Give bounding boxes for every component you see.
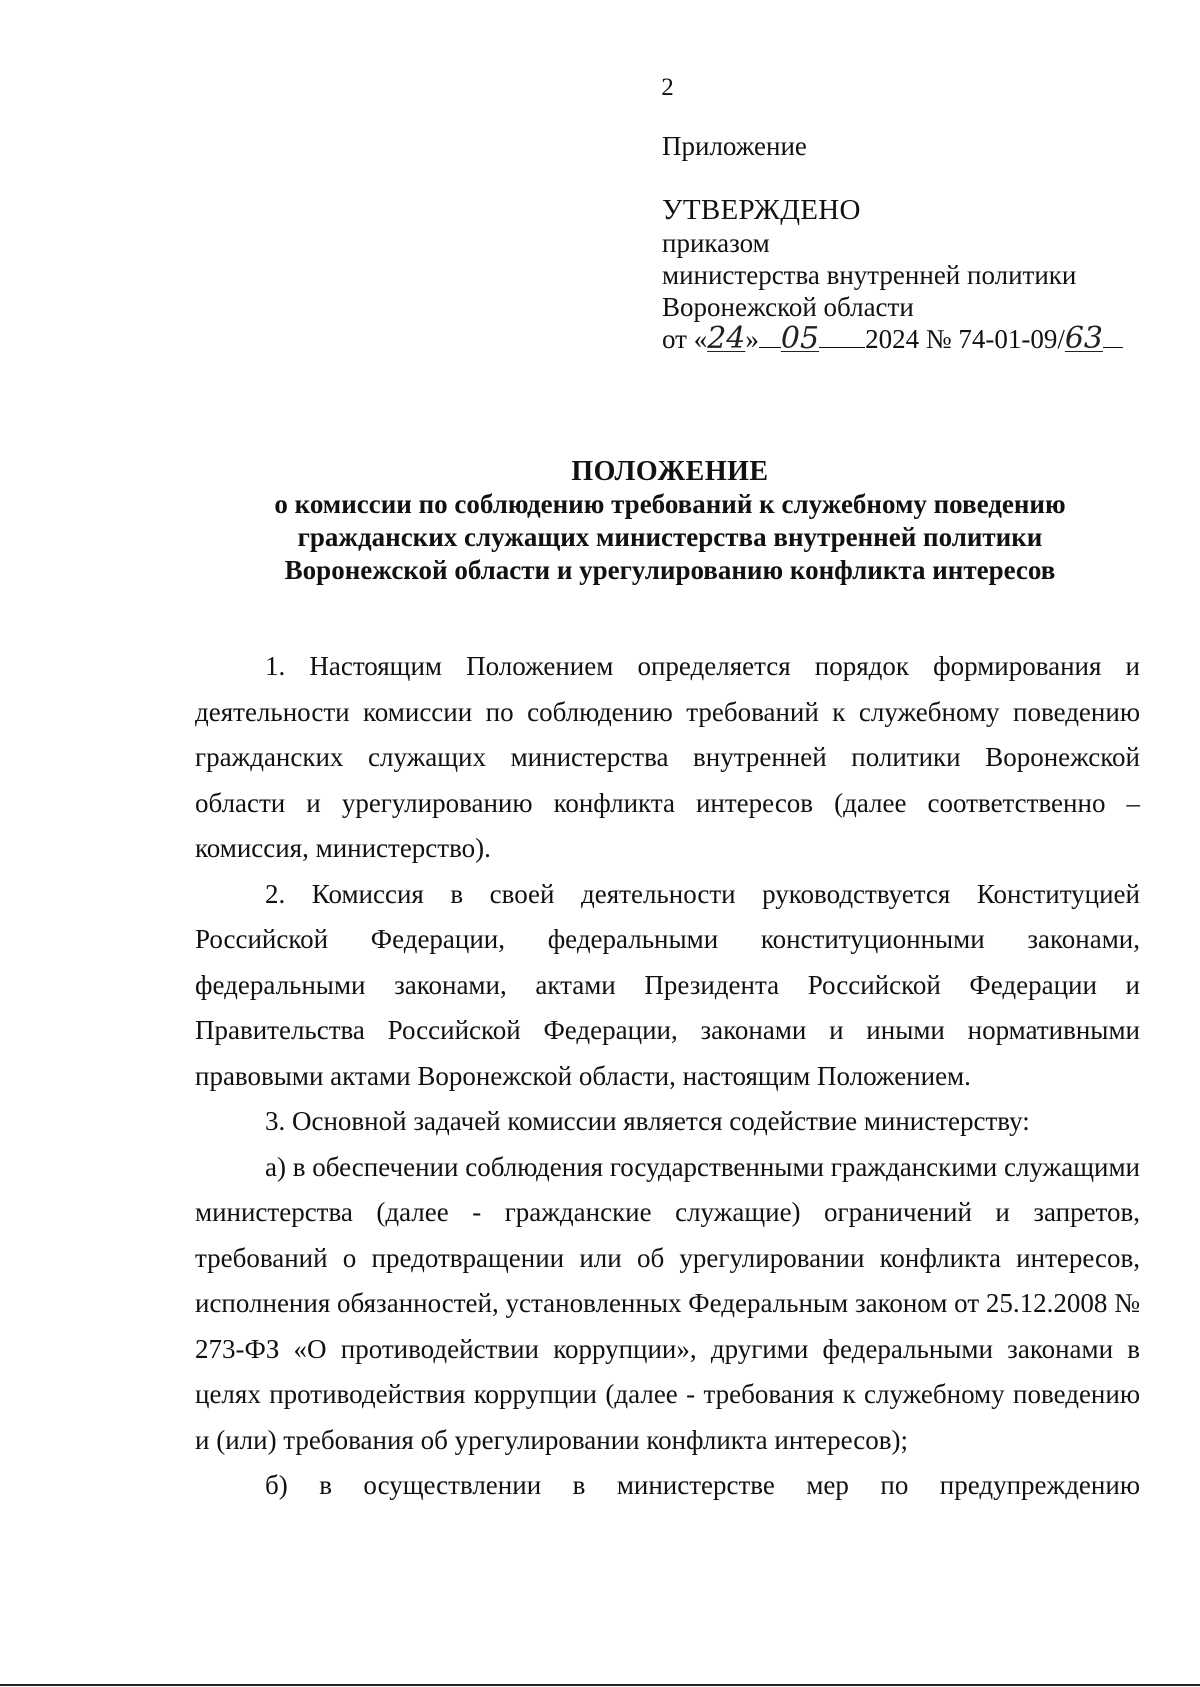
date-prefix: от «	[662, 324, 708, 354]
date-underline	[759, 323, 781, 348]
title-line: Воронежской области и урегулированию конфликта интересов	[284, 555, 1056, 585]
order-date-line	[662, 323, 1132, 355]
paragraph-1: 1. Настоящим Положением определяется порядок формирования и деятельности комиссии по соблюдению требований к служебному поведению гражданских служащих министерства внутренней политики Воронежской области и урегулированию конфликта интересов (далее соответственно – комиссия, министерство).	[195, 651, 1140, 863]
number-underline	[1103, 323, 1123, 348]
title-main: ПОЛОЖЕНИЕ	[571, 456, 769, 487]
paragraph-3a: а) в обеспечении соблюдения государственными гражданскими служащими министерства (далее - гражданские служащие) ограничений и запретов, требований о предотвращении или об урегулировании конфликта интересов, исполнения обязанностей, установленных Федеральным законом от 25.12.2008 № 273-ФЗ «О противодействии коррупции», другими федеральными законами в целях противодействия коррупции (далее - требования к служебному поведению и (или) требования об урегулировании конфликта интересов);	[195, 1151, 1140, 1455]
document-title	[195, 455, 1145, 587]
approval-block	[662, 130, 1132, 355]
order-year: 2024	[865, 324, 920, 354]
title-line: гражданских служащих министерства внутренней политики	[297, 522, 1043, 552]
order-number-prefix: № 74-01-09/	[925, 324, 1065, 354]
approval-line: приказом	[662, 228, 770, 258]
paragraph-2: 2. Комиссия в своей деятельности руководствуется Конституцией Российской Федерации, федеральными конституционными законами, федеральными законами, актами Президента Российской Федерации и Правительства Российской Федерации, законами и иными нормативными правовыми актами Воронежской области, настоящим Положением.	[195, 878, 1140, 1091]
appendix-label: Приложение	[662, 131, 807, 161]
title-line: о комиссии по соблюдению требований к служебному поведению	[274, 489, 1066, 519]
approval-line: министерства внутренней политики	[662, 260, 1077, 290]
approved-label: УТВЕРЖДЕНО	[662, 194, 861, 226]
date-underline	[819, 323, 865, 348]
page-bottom-edge	[0, 1684, 1200, 1686]
paragraph-3: 3. Основной задачей комиссии является содействие министерству:	[265, 1106, 1030, 1136]
approval-line: Воронежской области	[662, 292, 914, 322]
handwritten-day: 24	[707, 321, 746, 356]
day-suffix: »	[745, 324, 759, 354]
paragraph-3b: б) в осуществлении в министерстве мер по предупреждению	[265, 1470, 1140, 1500]
page-number: 2	[661, 74, 674, 101]
handwritten-order-number: 63	[1064, 321, 1104, 356]
handwritten-month: 05	[780, 321, 820, 356]
document-body	[195, 644, 1140, 1509]
